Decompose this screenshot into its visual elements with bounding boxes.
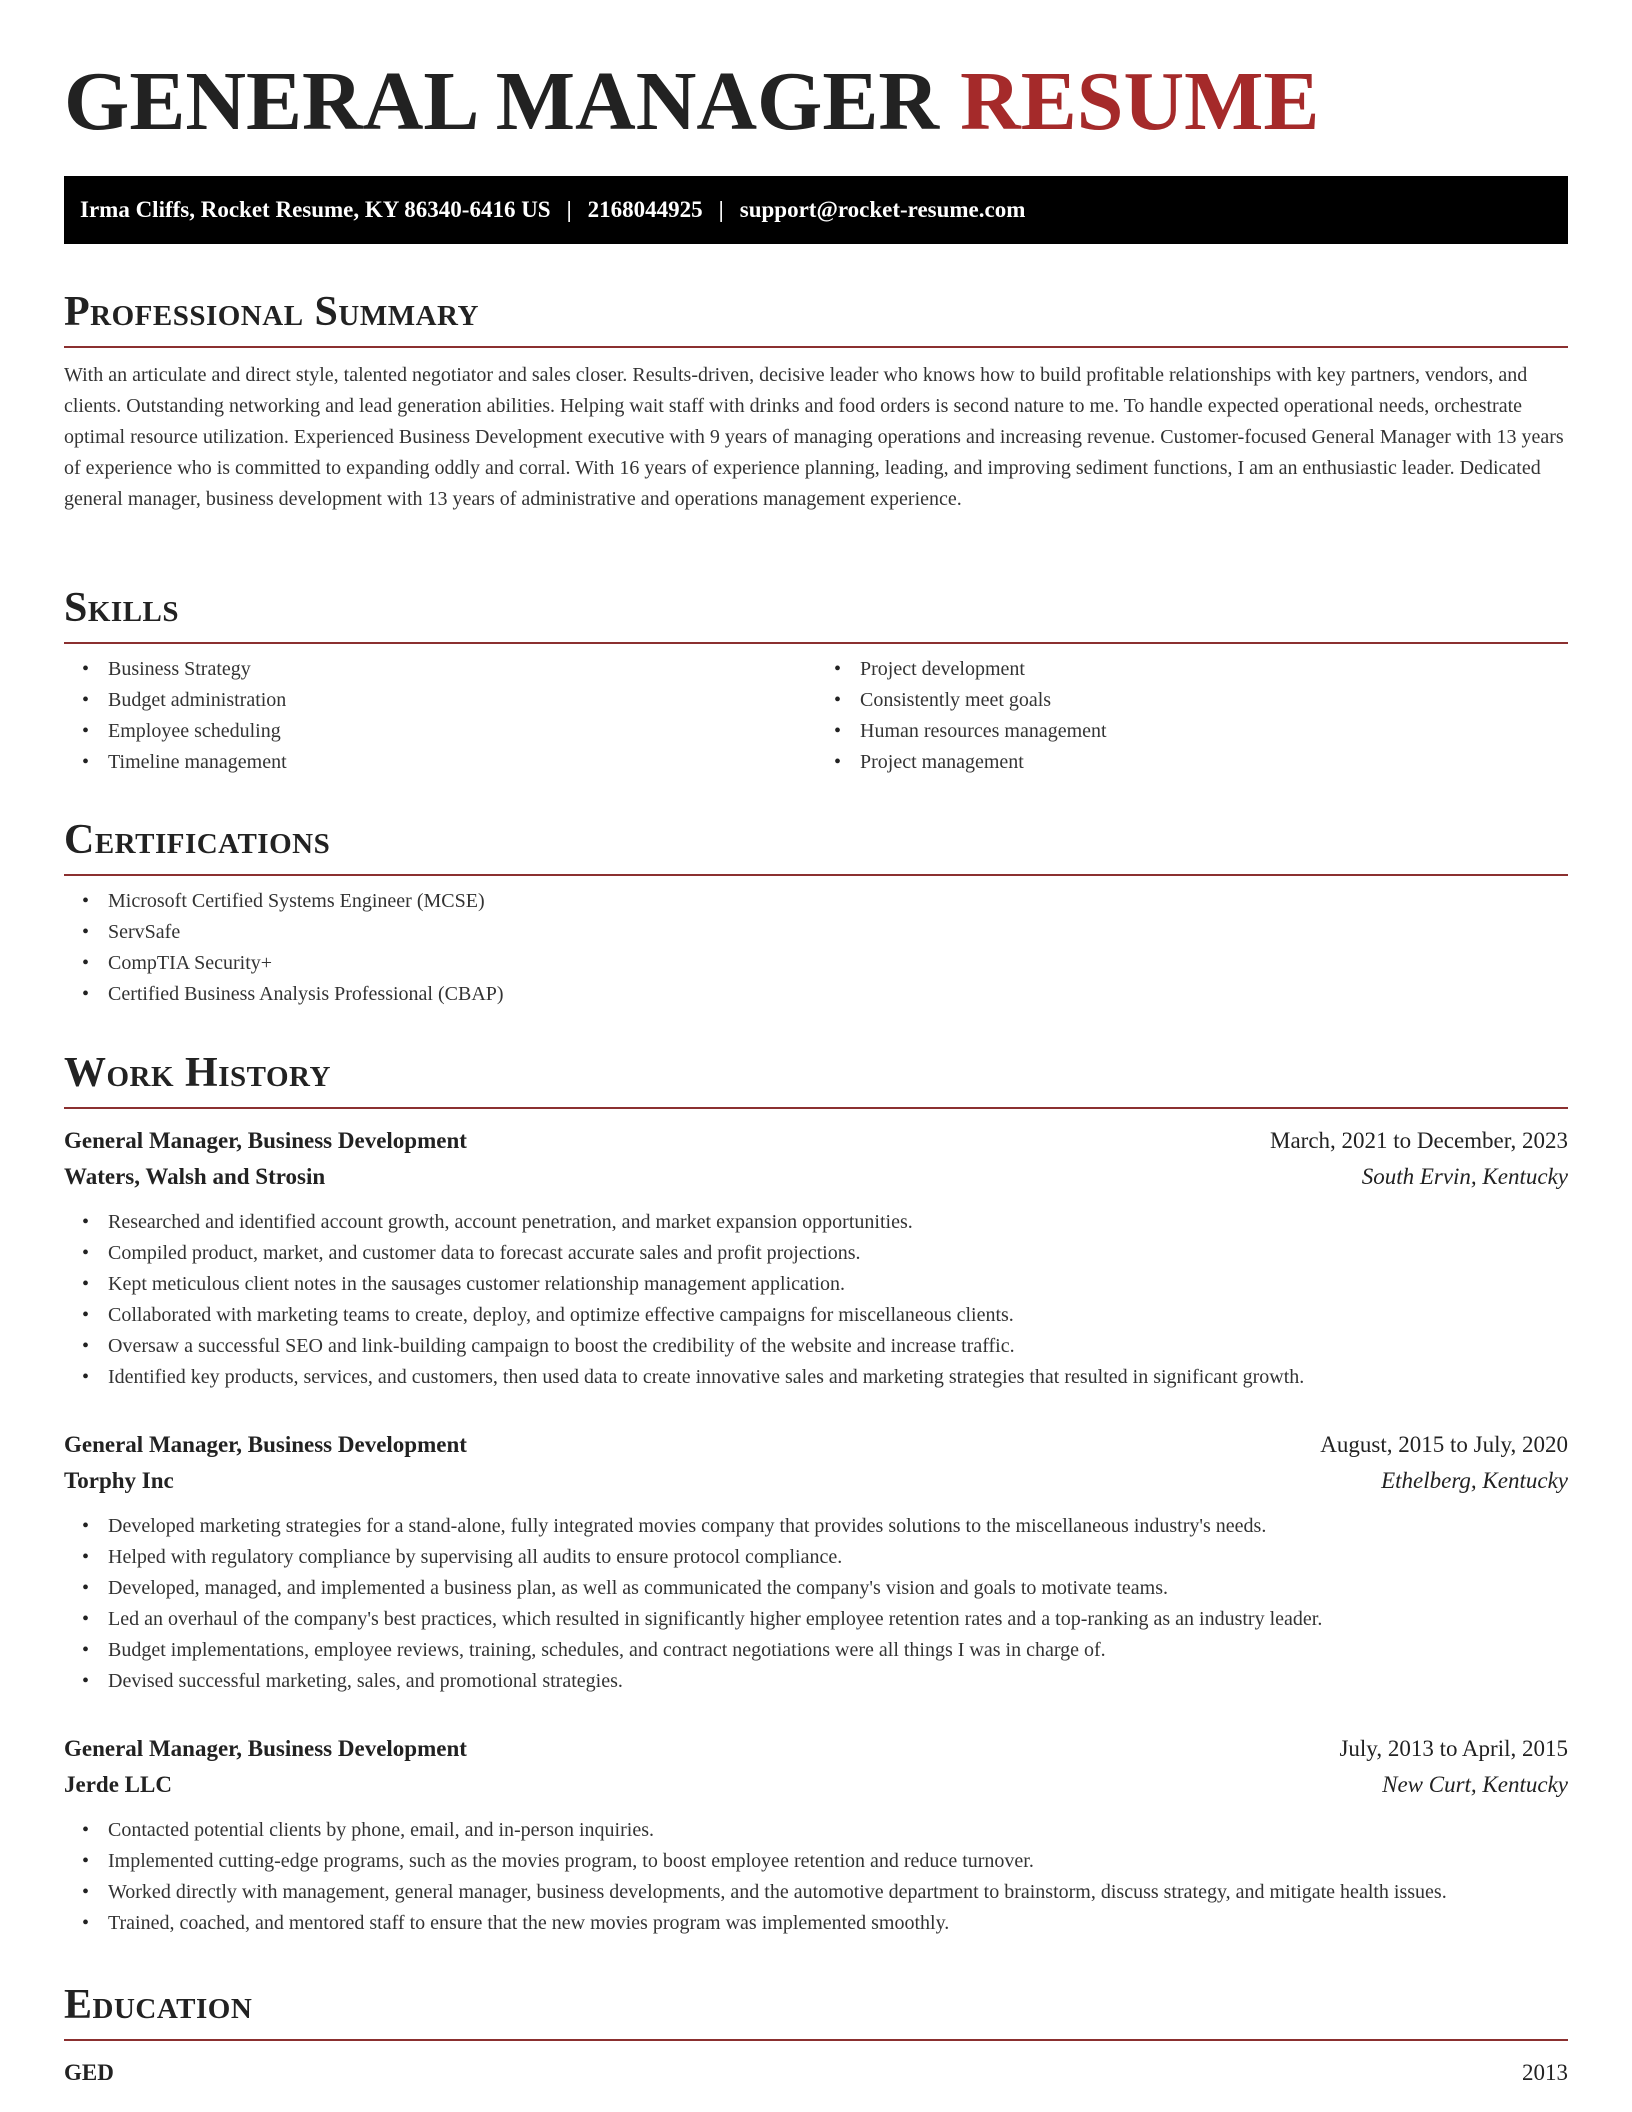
summary-text: With an articulate and direct style, talented negotiator and sales closer. Results-driven, decisive leader who knows how to build profitable relationships with key partners, vendors, and clients. Outstanding networking and lead generation abilities. Helping wait staff with drinks and food orders is second nature to me. To handle expected operational needs, orchestrate optimal resource utilization. Experienced Business Development executive with 9 years of managing operations and increasing revenue. Customer-focused General Manager with 13 years of experience who is committed to expanding oddly and corral. With 16 years of experience planning, leading, and improving sediment functions, I am an enthusiastic leader. Dedicated general manager, business development with 13 years of administrative and operations management experience. <box>64 364 1564 510</box>
page-title <box>64 52 1319 152</box>
skill-item: • Employee scheduling <box>108 716 816 747</box>
contact-phone[interactable]: 2168044925 <box>587 197 703 222</box>
skill-item: • Project management <box>860 747 1568 778</box>
job-title: General Manager, Business Development <box>64 1736 467 1761</box>
job-bullet: • Helped with regulatory compliance by supervising all audits to ensure protocol compliance. <box>108 1542 1568 1573</box>
education-degree: GED <box>64 2060 114 2085</box>
job-bullets <box>64 1511 1568 1697</box>
section-divider <box>64 874 1568 876</box>
section-divider <box>64 346 1568 348</box>
certifications-section <box>64 812 1568 1010</box>
skill-item: • Business Strategy <box>108 654 816 685</box>
job-bullet: • Contacted potential clients by phone, email, and in-person inquiries. <box>108 1815 1568 1846</box>
contact-bar <box>64 176 1568 244</box>
job-bullet: • Kept meticulous client notes in the sausages customer relationship management application. <box>108 1269 1568 1300</box>
section-divider <box>64 2039 1568 2041</box>
job-dates: August, 2015 to July, 2020 <box>1320 1432 1568 1457</box>
section-divider <box>64 1107 1568 1109</box>
certifications-heading: Certifications <box>64 817 331 863</box>
job-entry <box>64 1123 1568 1393</box>
job-bullet: • Identified key products, services, and customers, then used data to create innovative sales and marketing strategies that resulted in significant growth. <box>108 1362 1568 1393</box>
job-title: General Manager, Business Development <box>64 1128 467 1153</box>
skills-list-left <box>64 654 816 778</box>
job-bullet: • Devised successful marketing, sales, and promotional strategies. <box>108 1666 1568 1697</box>
skills-heading: Skills <box>64 585 180 631</box>
education-heading: Education <box>64 1982 253 2028</box>
skills-list-right <box>816 654 1568 778</box>
certification-item: • ServSafe <box>108 917 1568 948</box>
job-dates: March, 2021 to December, 2023 <box>1270 1128 1568 1153</box>
skill-item: • Human resources management <box>860 716 1568 747</box>
skills-grid <box>64 654 1568 778</box>
job-bullets <box>64 1207 1568 1393</box>
job-bullet: • Collaborated with marketing teams to create, deploy, and optimize effective campaigns for miscellaneous clients. <box>108 1300 1568 1331</box>
certification-item: • Certified Business Analysis Professional (CBAP) <box>108 979 1568 1010</box>
job-entry <box>64 1427 1568 1697</box>
job-company: Torphy Inc <box>64 1468 174 1493</box>
education-section <box>64 1977 1568 2091</box>
job-bullet: • Oversaw a successful SEO and link-building campaign to boost the credibility of the website and increase traffic. <box>108 1331 1568 1362</box>
skill-item: • Project development <box>860 654 1568 685</box>
job-dates: July, 2013 to April, 2015 <box>1339 1736 1568 1761</box>
contact-separator: | <box>566 197 572 222</box>
job-location: New Curt, Kentucky <box>1382 1772 1568 1797</box>
job-bullet: • Budget implementations, employee reviews, training, schedules, and contract negotiations were all things I was in charge of. <box>108 1635 1568 1666</box>
skill-item: • Consistently meet goals <box>860 685 1568 716</box>
title-accent: RESUME <box>960 55 1320 148</box>
contact-address: Irma Cliffs, Rocket Resume, KY 86340-6416 US <box>80 197 551 222</box>
job-bullet: • Led an overhaul of the company's best practices, which resulted in significantly higher employee retention rates and a top-ranking as an industry leader. <box>108 1604 1568 1635</box>
skill-item: • Timeline management <box>108 747 816 778</box>
contact-email[interactable]: support@rocket-resume.com <box>739 197 1026 222</box>
job-company: Jerde LLC <box>64 1772 172 1797</box>
job-bullet: • Trained, coached, and mentored staff to ensure that the new movies program was implemented smoothly. <box>108 1908 1568 1939</box>
job-bullet: • Implemented cutting-edge programs, such as the movies program, to boost employee retention and reduce turnover. <box>108 1846 1568 1877</box>
certifications-list <box>64 886 1568 1010</box>
section-divider <box>64 642 1568 644</box>
job-location: Ethelberg, Kentucky <box>1381 1468 1568 1493</box>
contact-separator: | <box>718 197 724 222</box>
summary-section <box>64 284 1568 515</box>
job-bullet: • Compiled product, market, and customer data to forecast accurate sales and profit projections. <box>108 1238 1568 1269</box>
work-history-heading: Work History <box>64 1050 331 1096</box>
job-bullet: • Researched and identified account growth, account penetration, and market expansion opportunities. <box>108 1207 1568 1238</box>
skill-item: • Budget administration <box>108 685 816 716</box>
job-bullet: • Developed, managed, and implemented a business plan, as well as communicated the company's vision and goals to motivate teams. <box>108 1573 1568 1604</box>
job-bullet: • Developed marketing strategies for a stand-alone, fully integrated movies company that provides solutions to the miscellaneous industry's needs. <box>108 1511 1568 1542</box>
job-bullets <box>64 1815 1568 1939</box>
job-entry <box>64 1731 1568 1939</box>
education-entry <box>64 2055 1568 2091</box>
job-location: South Ervin, Kentucky <box>1361 1164 1568 1189</box>
skills-section <box>64 580 1568 778</box>
certification-item: • CompTIA Security+ <box>108 948 1568 979</box>
certification-item: • Microsoft Certified Systems Engineer (MCSE) <box>108 886 1568 917</box>
education-year: 2013 <box>1522 2060 1568 2085</box>
job-title: General Manager, Business Development <box>64 1432 467 1457</box>
summary-heading: Professional Summary <box>64 289 479 335</box>
job-company: Waters, Walsh and Strosin <box>64 1164 326 1189</box>
job-bullet: • Worked directly with management, general manager, business developments, and the automotive department to brainstorm, discuss strategy, and mitigate health issues. <box>108 1877 1568 1908</box>
work-history-section <box>64 1045 1568 1939</box>
title-main: GENERAL MANAGER <box>64 55 940 148</box>
